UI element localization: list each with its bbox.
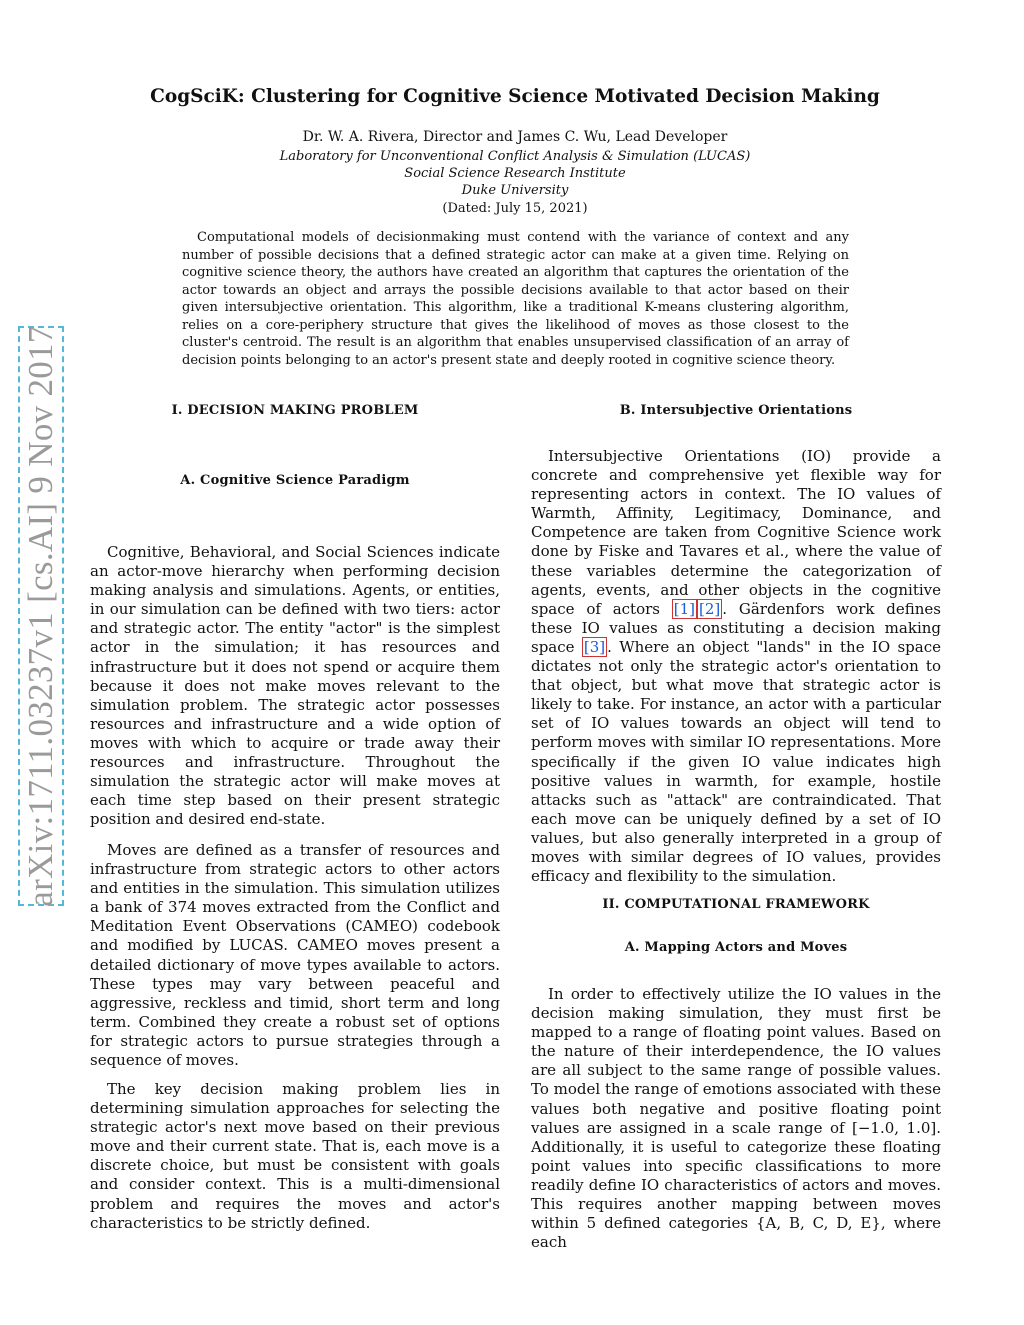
affiliation-university: Duke University <box>461 183 569 198</box>
author-line: Dr. W. A. Rivera, Director and James C. Wu, Lead Developer <box>302 129 728 145</box>
section-2-heading: II. COMPUTATIONAL FRAMEWORK <box>602 897 870 912</box>
subsection-1a-heading: A. Cognitive Science Paradigm <box>180 473 410 488</box>
date-line: (Dated: July 15, 2021) <box>442 201 588 216</box>
subsection-2a-heading: A. Mapping Actors and Moves <box>624 940 848 955</box>
paragraph-moves-definition: Moves are defined as a transfer of resources and infrastructure from strategic actors to other actors and entities in the simulation. This simulation utilizes a bank of 374 moves extracted from the Conflict and Meditation Event Observations (CAMEO) codebook and modified by LUCAS. CAMEO moves present a detailed dictionary of move types available to actors. These types may vary between peaceful and aggressive, reckless and timid, short term and long term. Combined they create a robust set of options for strategic actors to pursue strategies through a sequence of moves. <box>90 841 500 1070</box>
paragraph-intersubjective-orientations <box>531 447 941 886</box>
citation-link-1[interactable]: [1] <box>673 599 696 618</box>
affiliation-lab: Laboratory for Unconventional Conflict Analysis & Simulation (LUCAS) <box>279 149 751 164</box>
io-text-start: Intersubjective Orientations (IO) provide a concrete and comprehensive yet flexible way for representing actors in context. The IO values of Warmth, Affinity, Legitimacy, Dominance, and Competence are taken from Cognitive Science work done by Fiske and Tavares et al., where the value of these variables determine the categorization of agents, events, and other objects in the cognitive space of actors <box>531 447 941 618</box>
citation-link-2[interactable]: [2] <box>699 599 721 618</box>
abstract <box>182 229 849 369</box>
abstract-text: Computational models of decisionmaking must contend with the variance of context and any number of possible decisions that a defined strategic actor can make at a given time. Relying on cognitive science theory, the authors have created an algorithm that captures the orientation of the actor towards an object and arrays the possible decisions available to that actor based on their given intersubjective orientation. This algorithm, like a traditional K-means clustering algorithm, relies on a core-periphery structure that gives the likelihood of moves as those closest to the cluster's centroid. The result is an algorithm that enables unsupervised classification of an array of decision points belonging to an actor's present state and deeply rooted in cognitive science theory. <box>182 230 849 368</box>
io-text-end: . Where an object "lands" in the IO space dictates not only the strategic actor's orientation to that object, but what move that strategic actor is likely to take. For instance, an actor with a particular set of IO values towards an object will tend to perform moves with similar IO representations. More specifically if the given IO value indicates high positive values in warmth, for example, hostile attacks such as "attack" are contraindicated. That each move can be uniquely defined by a set of IO values, but also generally interpreted in a group of moves with similar degrees of IO values, provides efficacy and flexibility to the simulation. <box>531 637 941 886</box>
section-1-heading: I. DECISION MAKING PROBLEM <box>171 403 419 418</box>
subsection-1b-heading: B. Intersubjective Orientations <box>619 403 853 418</box>
citation-link-3[interactable]: [3] <box>583 637 606 656</box>
paragraph-mapping-actors: In order to effectively utilize the IO values in the decision making simulation, they must first be mapped to a range of floating point values. Based on the nature of their interdependence, the IO values are all subject to the same range of possible values. To model the range of emotions associated with these values both negative and positive floating point values are assigned in a scale range of [−1.0, 1.0]. Additionally, it is useful to categorize these floating point values into specific classifications to more readily define IO characteristics of actors and moves. This requires another mapping between moves within 5 defined categories {A, B, C, D, E}, where each <box>531 985 941 1252</box>
arxiv-identifier[interactable]: arXiv:1711.03237v1 [cs.AI] 9 Nov 2017 <box>21 325 60 907</box>
paragraph-cognitive-science: Cognitive, Behavioral, and Social Sciences indicate an actor-move hierarchy when performing decision making analysis and simulations. Agents, or entities, in our simulation can be defined with two tiers: actor and strategic actor. The entity "actor" is the simplest actor in the simulation; it has resources and infrastructure but it does not spend or acquire them because it does not make moves relevant to the simulation problem. The strategic actor possesses resources and infrastructure and a wide option of moves with which to acquire or trade away their resources and infrastructure. Throughout the simulation the strategic actor will make moves at each time step based on their present strategic position and desired end-state. <box>90 543 500 829</box>
io-text-mid: . Gärdenfors work defines these IO values as constituting a decision making space <box>531 599 941 656</box>
affiliation-institute: Social Science Research Institute <box>404 166 626 181</box>
arxiv-side-stamp <box>18 326 64 906</box>
paper-title: CogSciK: Clustering for Cognitive Science Motivated Decision Making <box>150 86 880 107</box>
paragraph-decision-problem: The key decision making problem lies in determining simulation approaches for selecting the strategic actor's next move based on their previous move and their current state. That is, each move is a discrete choice, but must be consistent with goals and consider context. This is a multi-dimensional problem and requires the moves and actor's characteristics to be strictly defined. <box>90 1080 500 1232</box>
